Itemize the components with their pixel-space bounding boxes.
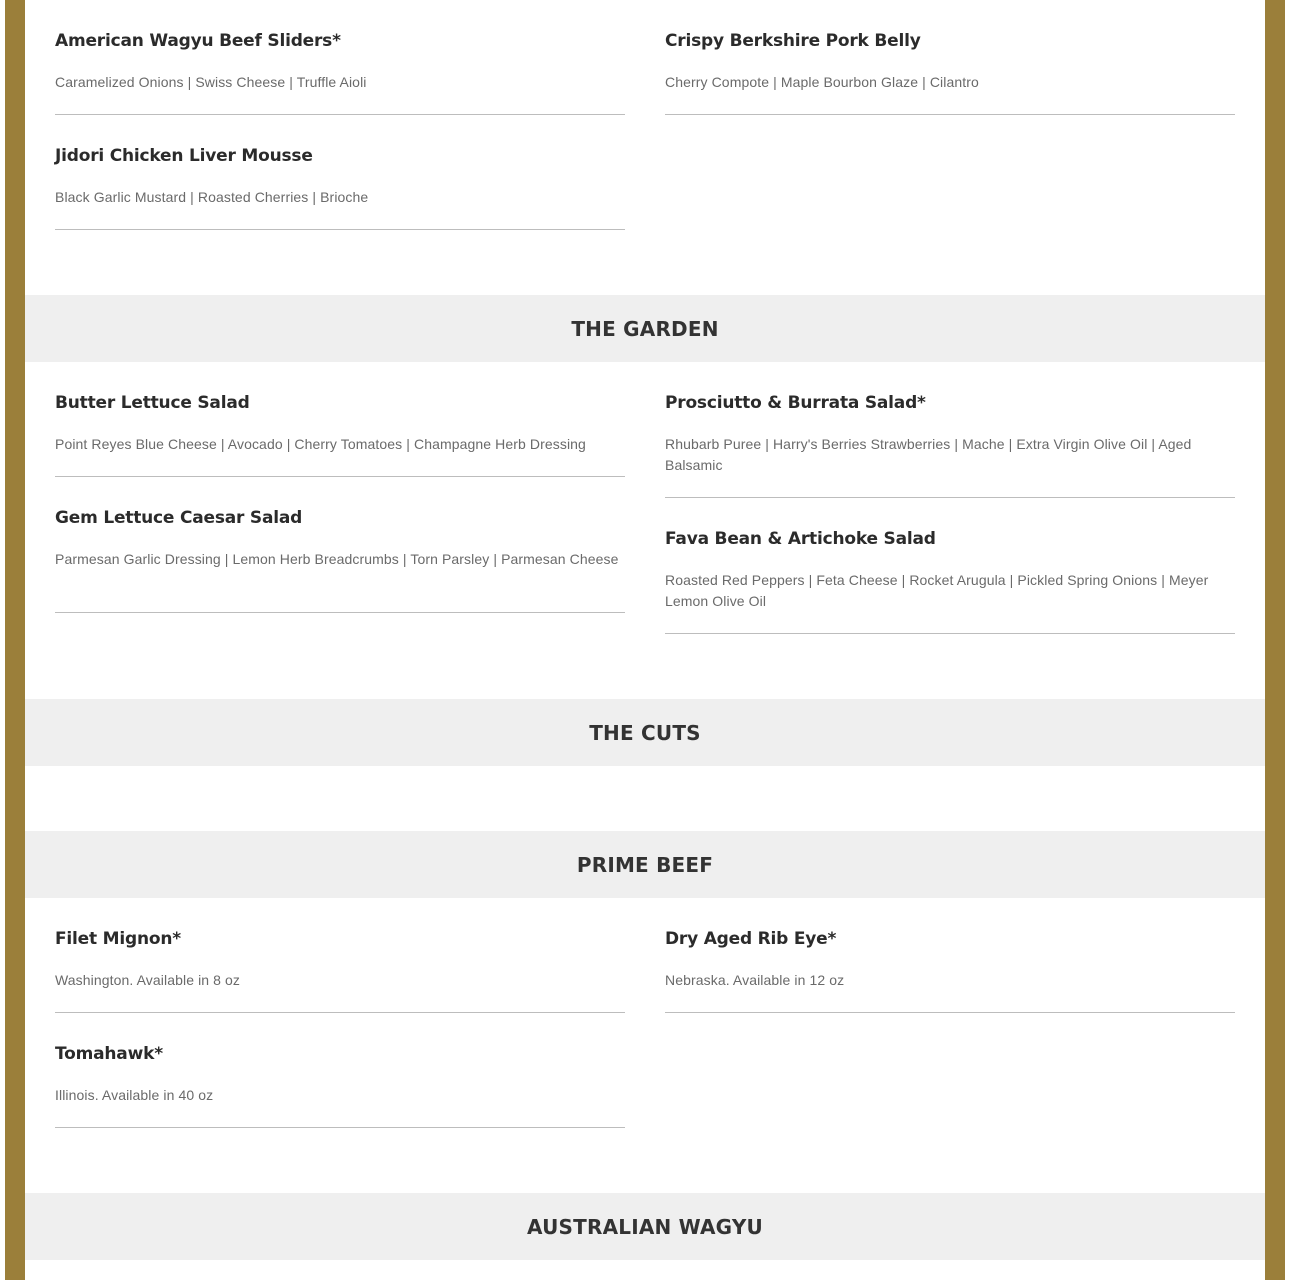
menu-item-description: Roasted Red Peppers | Feta Cheese | Rocket Arugula | Pickled Spring Onions | Meyer Lemon Olive Oil	[665, 572, 1209, 609]
menu-item-description: Rhubarb Puree | Harry's Berries Strawberries | Mache | Extra Virgin Olive Oil | Aged Balsamic	[665, 436, 1192, 473]
menu-item-name: Fava Bean & Artichoke Salad	[665, 529, 936, 549]
menu-item	[665, 30, 1235, 115]
menu-item-name: Prosciutto & Burrata Salad*	[665, 393, 926, 413]
section-banner-garden	[25, 295, 1265, 362]
menu-item-description: Cherry Compote | Maple Bourbon Glaze | Cilantro	[665, 74, 979, 90]
section-title: THE GARDEN	[571, 316, 719, 341]
section-title: THE CUTS	[589, 720, 701, 745]
menu-item	[55, 145, 625, 230]
menu-item-name: Butter Lettuce Salad	[55, 393, 250, 413]
section-title: AUSTRALIAN WAGYU	[527, 1214, 763, 1239]
menu-item-description: Nebraska. Available in 12 oz	[665, 972, 845, 988]
right-gold-border	[1265, 0, 1285, 1280]
menu-item-name: Crispy Berkshire Pork Belly	[665, 31, 921, 51]
menu-item-description: Illinois. Available in 40 oz	[55, 1087, 214, 1103]
menu-item-description: Washington. Available in 8 oz	[55, 972, 241, 988]
menu-item	[55, 507, 625, 613]
menu-item-name: Dry Aged Rib Eye*	[665, 929, 837, 949]
menu-item	[55, 1043, 625, 1128]
menu-item	[665, 528, 1235, 634]
menu-item-name: American Wagyu Beef Sliders*	[55, 31, 341, 51]
menu-item	[55, 30, 625, 115]
menu-page	[25, 0, 1265, 1280]
section-title: PRIME BEEF	[576, 852, 714, 877]
menu-item-name: Jidori Chicken Liver Mousse	[55, 146, 313, 166]
section-banner-australian-wagyu	[25, 1193, 1265, 1260]
section-banner-cuts	[25, 699, 1265, 766]
menu-item	[665, 392, 1235, 498]
menu-item-name: Gem Lettuce Caesar Salad	[55, 508, 303, 528]
section-banner-prime-beef	[25, 831, 1265, 898]
menu-item-name: Filet Mignon*	[55, 929, 181, 949]
menu-item-description: Parmesan Garlic Dressing | Lemon Herb Breadcrumbs | Torn Parsley | Parmesan Cheese	[55, 551, 619, 567]
menu-item-description: Black Garlic Mustard | Roasted Cherries | Brioche	[55, 189, 369, 205]
menu-item	[55, 928, 625, 1013]
menu-item	[55, 392, 625, 477]
left-gold-border	[5, 0, 25, 1280]
menu-item-description: Point Reyes Blue Cheese | Avocado | Cherry Tomatoes | Champagne Herb Dressing	[55, 436, 586, 452]
menu-item-description: Caramelized Onions | Swiss Cheese | Truffle Aioli	[55, 74, 367, 90]
menu-item	[665, 928, 1235, 1013]
menu-item-name: Tomahawk*	[55, 1044, 163, 1064]
